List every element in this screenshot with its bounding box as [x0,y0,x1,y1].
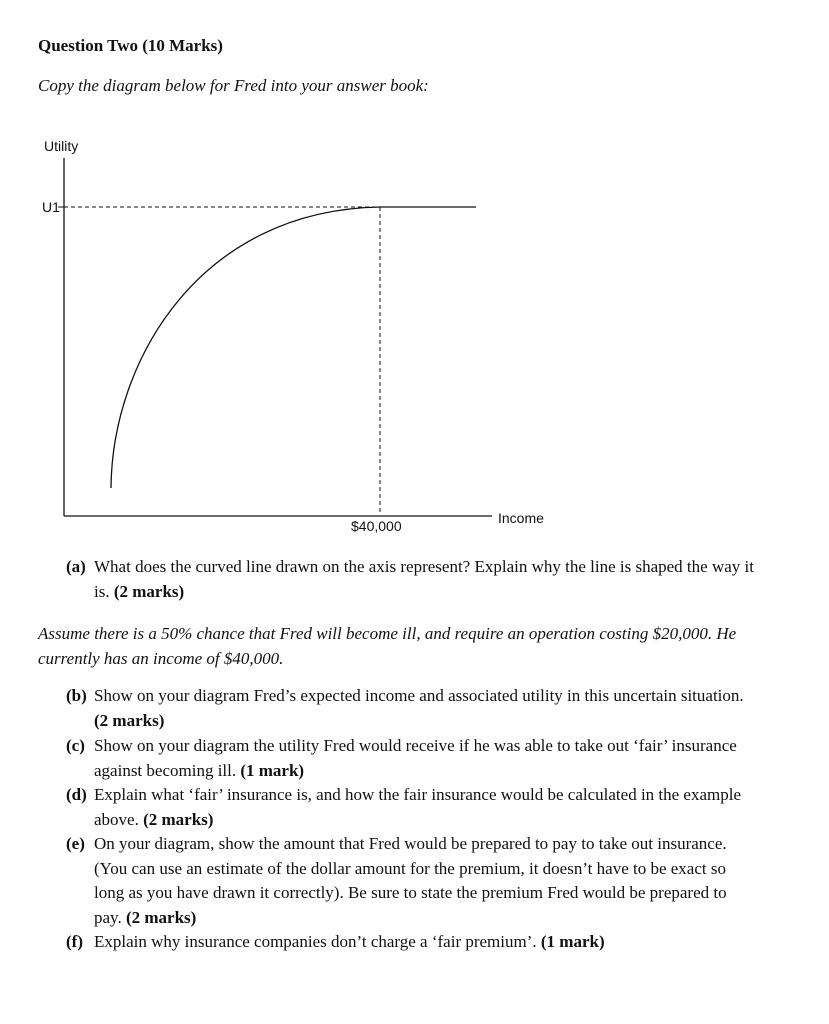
question-d [66,783,756,832]
question-marks: (2 marks) [143,809,214,829]
question-marks: (2 marks) [125,907,197,927]
question-label: (d) [66,785,87,804]
u1-label: U1 [42,199,60,215]
question-a [66,555,756,604]
question-label: (f) [66,932,83,951]
question-f [66,930,756,955]
question-text: What does the curved line drawn on the axis represent? Explain why the line is shaped the way it is. [94,557,754,601]
y-axis-label: Utility [44,138,79,154]
income-marker-label: $40,000 [351,518,402,534]
assumption-text: Assume there is a 50% chance that Fred will become ill, and require an operation costing $20,000. He currently has an income of $40,000. [38,624,737,668]
question-text: Show on your diagram Fred’s expected income and associated utility in this uncertain situation. [94,686,744,705]
question-text: Show on your diagram the utility Fred would receive if he was able to take out ‘fair’ insurance against becoming ill. [94,736,737,780]
question-marks: (2 marks) [113,581,185,601]
x-axis-label: Income [498,510,544,526]
question-label: (b) [66,686,87,705]
utility-curve [111,207,476,488]
question-marks: (2 marks) [94,710,165,730]
question-text: Explain what ‘fair’ insurance is, and how the fair insurance would be calculated in the example above. [94,785,742,829]
question-label: (a) [66,557,86,576]
question-label: (e) [66,834,85,853]
question-c [66,734,756,783]
question-label: (c) [66,736,85,755]
question-marks: (1 mark) [240,760,305,780]
question-heading: Question Two (10 Marks) [38,36,223,55]
intro-instruction: Copy the diagram below for Fred into your answer book: [38,76,429,95]
question-e [66,832,756,930]
question-text: Explain why insurance companies don’t charge a ‘fair premium’. [94,932,537,951]
question-text: On your diagram, show the amount that Fred would be prepared to pay to take out insurance. (You can use an estimate of the dollar amount for the premium, it doesn’t have to be exact so long as you have drawn it correctly). Be sure to state the premium Fred would be prepared to pay. [94,834,727,927]
question-marks: (1 mark) [540,932,605,951]
question-b [66,684,756,733]
